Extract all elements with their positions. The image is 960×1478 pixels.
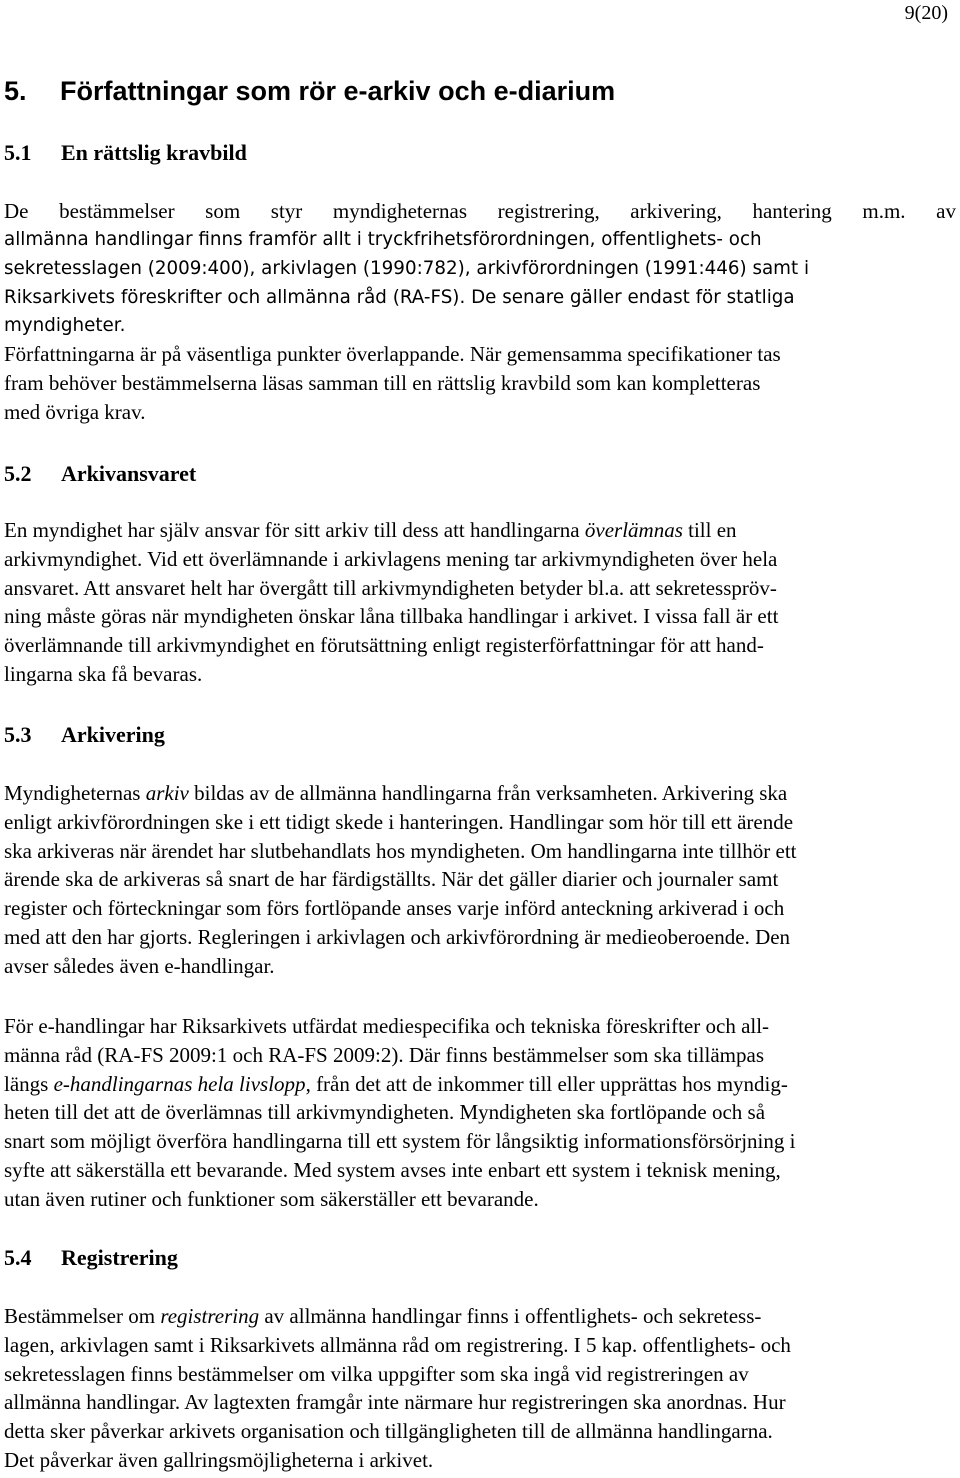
emphasis: e-handlingarnas hela livslopp	[53, 1071, 306, 1096]
emphasis: registrering	[160, 1304, 260, 1328]
section-5-2-paragraph	[4, 516, 956, 689]
section-number: 5.4	[4, 1245, 32, 1270]
text-line: En myndighet har själv ansvar för sitt arkiv till dess att handlingarna överlämnas till en	[4, 518, 737, 542]
text-line: männa råd (RA-FS 2009:1 och RA-FS 2009:2). Där finns bestämmelser som ska tillämpas	[4, 1042, 764, 1067]
page-number: 9(20)	[904, 2, 948, 24]
text-line: heten till det att de överlämnas till arkivmyndigheten. Myndigheten ska fortlöpande och så	[4, 1100, 766, 1125]
section-5-1-paragraph-2	[4, 340, 956, 426]
text-line: allmänna handlingar finns framför allt i tryckfrihetsförordningen, offentlighets- och	[4, 229, 762, 250]
emphasis: arkiv	[145, 781, 189, 805]
section-title: Arkivering	[61, 722, 165, 747]
chapter-heading	[4, 76, 615, 107]
text-line: längs e-handlingarnas hela livslopp, från det att de inkommer till eller upprättas hos myndig-	[4, 1071, 788, 1096]
section-number: 5.2	[4, 461, 32, 486]
text-line: Myndigheternas arkiv bildas av de allmänna handlingarna från verksamheten. Arkivering ska	[4, 781, 788, 805]
text-line: Författningarna är på väsentliga punkter överlappande. När gemensamma specifikationer tas	[4, 342, 781, 366]
text-line: sekretesslagen (2009:400), arkivlagen (1990:782), arkivförordningen (1991:446) samt i	[4, 257, 810, 279]
text-line: Riksarkivets föreskrifter och allmänna råd (RA-FS). De senare gäller endast för statliga	[4, 286, 795, 308]
text-line: med övriga krav.	[4, 399, 146, 424]
section-title: Arkivansvaret	[61, 461, 197, 486]
text-line: sekretesslagen finns bestämmelser om vilka uppgifter som ska ingå vid registreringen av	[4, 1361, 749, 1386]
text-line: Det påverkar även gallringsmöjligheterna i arkivet.	[4, 1447, 434, 1472]
text-line: De bestämmelser som styr myndigheternas registrering, arkivering, hantering m.m. av	[4, 199, 956, 223]
section-5-4-paragraph	[4, 1302, 956, 1475]
section-5-3-paragraph	[4, 779, 956, 981]
emphasis: överlämnas	[584, 518, 683, 542]
text-line: utan även rutiner och funktioner som säkerställer ett bevarande.	[4, 1186, 539, 1211]
chapter-title: Författningar som rör e-arkiv och e-diarium	[60, 76, 616, 106]
section-title: En rättslig kravbild	[61, 140, 247, 165]
text-line: överlämnande till arkivmyndighet en förutsättning enligt registerförfattningar för att hand-	[4, 633, 764, 658]
text-line: ansvaret. Att ansvaret helt har övergått till arkivmyndigheten betyder bl.a. att sekretesspröv-	[4, 575, 777, 600]
chapter-number: 5.	[4, 76, 27, 106]
text-line: register och förteckningar som förs fortlöpande anses varje införd anteckning arkiverad i och	[4, 896, 785, 921]
text-line: lagen, arkivlagen samt i Riksarkivets allmänna råd om registrering. I 5 kap. offentlighets- och	[4, 1332, 791, 1357]
section-heading-5-1	[4, 140, 247, 166]
text-line: med att den har gjorts. Regleringen i arkivlagen och arkivförordning är medieoberoende. Den	[4, 924, 791, 949]
section-heading-5-2	[4, 461, 196, 487]
section-5-1-intro-line	[4, 197, 956, 226]
section-5-1-paragraph	[4, 226, 956, 341]
section-number: 5.1	[4, 140, 32, 165]
text-line: allmänna handlingar. Av lagtexten framgår inte närmare hur registreringen ska anordnas. Hur	[4, 1390, 786, 1415]
section-heading-5-4	[4, 1245, 178, 1271]
text-line: detta sker påverkar arkivets organisation och tillgängligheten till de allmänna handlingarna.	[4, 1419, 773, 1444]
text-line: ärende ska de arkiveras så snart de har färdigställts. När det gäller diarier och journaler samt	[4, 867, 779, 892]
section-title: Registrering	[61, 1245, 178, 1270]
text-line: avser således även e-handlingar.	[4, 953, 275, 978]
section-heading-5-3	[4, 722, 165, 748]
section-5-3-paragraph-2	[4, 1012, 956, 1214]
text-line: ska arkiveras när ärendet har slutbehandlats hos myndigheten. Om handlingarna inte tillhör ett	[4, 838, 797, 863]
text-line: För e-handlingar har Riksarkivets utfärdat mediespecifika och tekniska föreskrifter och all-	[4, 1014, 770, 1038]
text-line: lingarna ska få bevaras.	[4, 661, 203, 686]
text-line: syfte att säkerställa ett bevarande. Med system avses inte enbart ett system i teknisk mening,	[4, 1157, 781, 1182]
text-line: Bestämmelser om registrering av allmänna handlingar finns i offentlighets- och sekretess-	[4, 1304, 762, 1328]
text-line: fram behöver bestämmelserna läsas samman till en rättslig kravbild som kan kompletteras	[4, 370, 761, 395]
text-line: ning måste göras när myndigheten önskar låna tillbaka handlingar i arkivet. I vissa fall är ett	[4, 604, 779, 629]
text-line: snart som möjligt överföra handlingarna till ett system för långsiktig informationsförsörjning i	[4, 1129, 796, 1154]
section-number: 5.3	[4, 722, 32, 747]
text-line: arkivmyndighet. Vid ett överlämnande i arkivlagens mening tar arkivmyndigheten över hela	[4, 546, 778, 571]
text-line: myndigheter.	[4, 315, 126, 337]
text-line: enligt arkivförordningen ske i ett tidigt skede i hanteringen. Handlingar som hör till ett ärende	[4, 809, 794, 834]
